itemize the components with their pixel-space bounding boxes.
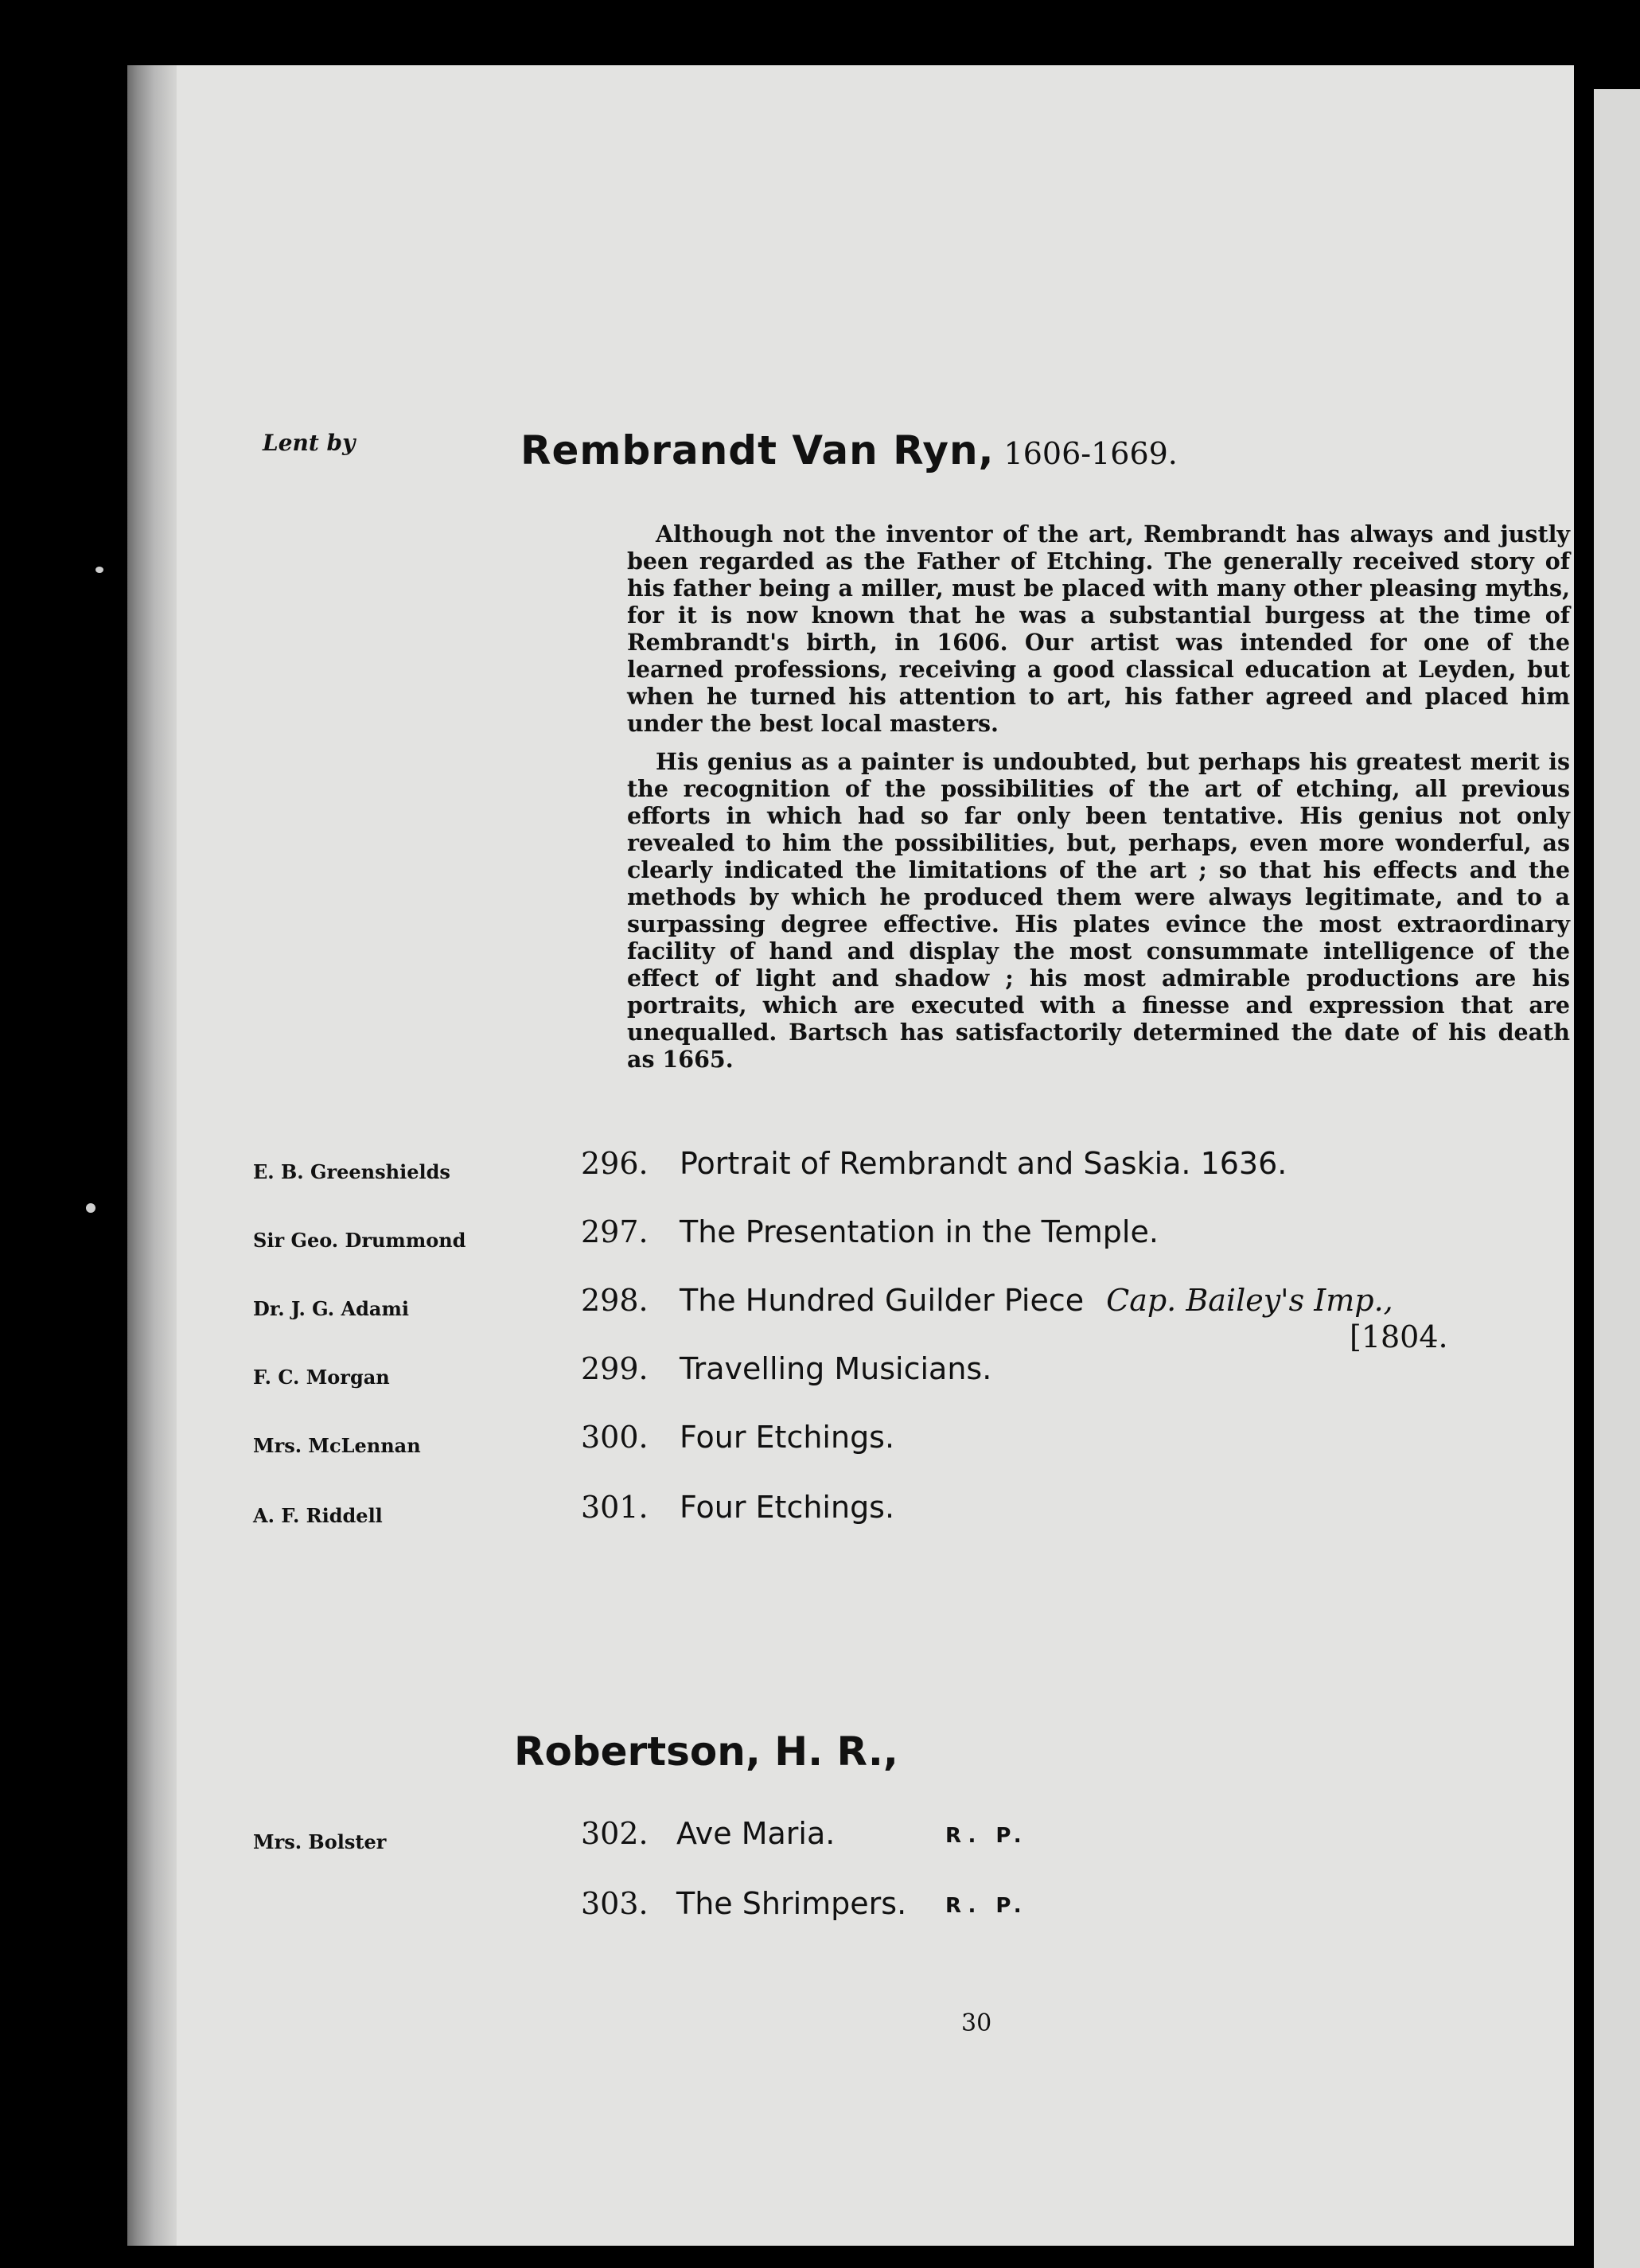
entry-title: The Presentation in the Temple. bbox=[680, 1214, 1159, 1249]
entry-number: 302. bbox=[581, 1816, 649, 1851]
entry-lender: E. B. Greenshields bbox=[253, 1160, 450, 1183]
entry-lender: Dr. J. G. Adami bbox=[253, 1297, 409, 1320]
artist-dates: 1606-1669. bbox=[1003, 436, 1178, 471]
bio-paragraph: Although not the inventor of the art, Rembrandt has always and justly been regarded as the Father of Etching. The generally received story of his father being a miller, must be placed with many other pleasing myths, for it is now known that he was a substantial burgess at the time of Rembrandt's birth, in 1606. Our artist was intended for one of the learned professions, receiving a good classical education at Leyden, but when he turned his attention to art, his father agreed and placed him under the best local masters. bbox=[627, 520, 1570, 737]
entry-title: Four Etchings. bbox=[680, 1490, 895, 1525]
entry-number: 297. bbox=[581, 1214, 649, 1249]
lent-by-label: Lent by bbox=[263, 430, 356, 456]
artist-heading-rembrandt bbox=[520, 427, 1178, 473]
artist-heading-robertson: Robertson, H. R., bbox=[514, 1728, 898, 1775]
entry-medium-suffix: R. P. bbox=[945, 1894, 1028, 1918]
page-number: 30 bbox=[961, 2009, 992, 2037]
entry-title: Portrait of Rembrandt and Saskia. 1636. bbox=[680, 1146, 1287, 1181]
entry-title-text: The Hundred Guilder Piece bbox=[680, 1283, 1085, 1318]
entry-lender: F. C. Morgan bbox=[253, 1366, 390, 1389]
artist-name: Rembrandt Van Ryn, bbox=[520, 427, 995, 473]
entry-lender: A. F. Riddell bbox=[253, 1504, 383, 1527]
entry-number: 303. bbox=[581, 1886, 649, 1921]
scan-speck bbox=[95, 567, 103, 573]
artist-biography bbox=[627, 520, 1570, 1084]
entry-medium-suffix: R. P. bbox=[945, 1824, 1028, 1848]
entry-number: 296. bbox=[581, 1146, 649, 1181]
entry-number: 299. bbox=[581, 1351, 649, 1386]
page-binding-shadow bbox=[127, 65, 177, 2246]
entry-title: Travelling Musicians. bbox=[680, 1351, 992, 1386]
entry-number: 301. bbox=[581, 1490, 649, 1525]
entry-lender: Sir Geo. Drummond bbox=[253, 1229, 466, 1252]
bio-paragraph: His genius as a painter is undoubted, but perhaps his greatest merit is the recognition of the possibilities of the art of etching, all previous efforts in which had so far only been tentative. His genius not only revealed to him the possibilities, but, perhaps, even more wonderful, as clearly indicated the limitations of the art ; so that his effects and the methods by which he produced them were always legitimate, and to a surpassing degree effective. His plates evince the most extraordinary facility of hand and display the most consummate intelligence of the effect of light and shadow ; his most admirable productions are his portraits, which are executed with a finesse and expression that are unequalled. Bartsch has satisfactorily determined the date of his death as 1665. bbox=[627, 748, 1570, 1073]
entry-impression-note: Cap. Bailey's Imp., bbox=[1106, 1283, 1393, 1318]
catalogue-page bbox=[127, 65, 1574, 2246]
entry-lender: Mrs. Bolster bbox=[253, 1830, 387, 1853]
entry-number: 298. bbox=[581, 1283, 649, 1318]
entry-title: Four Etchings. bbox=[680, 1420, 895, 1455]
adjacent-page-edge bbox=[1594, 89, 1640, 2268]
scan-speck bbox=[86, 1203, 95, 1213]
entry-title: The Shrimpers. bbox=[676, 1886, 907, 1921]
entry-title-with-note bbox=[680, 1283, 1393, 1318]
entry-number: 300. bbox=[581, 1420, 649, 1455]
entry-lender: Mrs. McLennan bbox=[253, 1434, 421, 1457]
entry-note-continuation: [1804. bbox=[1350, 1319, 1448, 1354]
entry-title: Ave Maria. bbox=[676, 1816, 836, 1851]
